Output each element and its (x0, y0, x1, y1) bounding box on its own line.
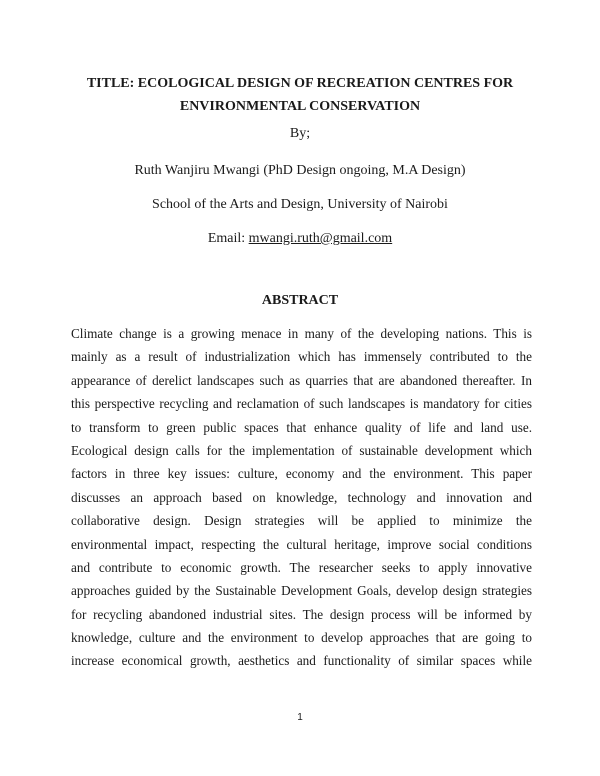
abstract-line: discusses an approach based on knowledge, technology and innovation and (71, 489, 532, 505)
abstract-line: knowledge, culture and the environment to develop approaches that are going to (71, 630, 532, 646)
page-number: 1 (297, 712, 303, 723)
email-label: Email: (207, 231, 249, 246)
abstract-line: collaborative design. Design strategies will be applied to minimize the (71, 513, 532, 529)
abstract-line: increase economical growth, aesthetics and functionality of similar spaces while (71, 653, 532, 669)
author-name: Ruth Wanjiru Mwangi (PhD Design ongoing, M.A Design) (134, 163, 466, 178)
abstract-line: mainly as a result of industrialization which has immensely contributed to the (71, 349, 532, 365)
by-line: By; (289, 126, 311, 141)
abstract-line: appearance of derelict landscapes such as quarries that are abandoned thereafter. In (71, 372, 532, 388)
abstract-line: environmental impact, respecting the cultural heritage, improve social conditions (71, 536, 532, 552)
abstract-line: this perspective recycling and reclamation of such landscapes is mandatory for cities (71, 396, 532, 412)
abstract-line: Climate change is a growing menace in many of the developing nations. This is (71, 326, 532, 341)
abstract-body (71, 322, 532, 673)
abstract-line: Ecological design calls for the implementation of sustainable development which (71, 442, 532, 458)
abstract-line: and contribute to economic growth. The researcher seeks to apply innovative (71, 559, 532, 575)
title-line-1: TITLE: ECOLOGICAL DESIGN OF RECREATION CENTRES FOR (86, 76, 514, 91)
abstract-line: factors in three key issues: culture, economy and the environment. This paper (71, 466, 532, 482)
abstract-line: approaches guided by the Sustainable Development Goals, develop design strategies (71, 583, 532, 599)
author-email (60, 230, 540, 248)
author-affiliation: School of the Arts and Design, University of Nairobi (152, 197, 448, 212)
abstract-heading: ABSTRACT (261, 293, 339, 308)
title-line-2: ENVIRONMENTAL CONSERVATION (179, 99, 421, 114)
abstract-line: for recycling abandoned industrial sites. The design process will be informed by (71, 606, 532, 622)
document-title (60, 72, 540, 118)
abstract-line: to transform to green public spaces that enhance quality of life and land use. (71, 419, 532, 435)
email-link[interactable]: mwangi.ruth@gmail.com (248, 231, 393, 246)
